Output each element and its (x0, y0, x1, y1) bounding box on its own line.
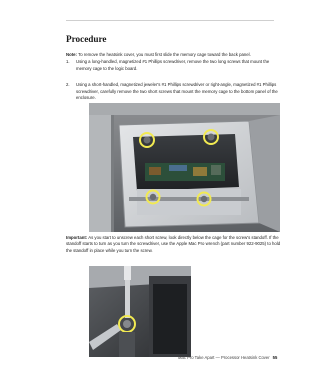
memory-cage-photo (89, 103, 280, 232)
note-text: To remove the heatsink cover, you must first slide the memory cage toward the back panel. (76, 52, 251, 57)
footer-text: Mac Pro Take Apart — Processor Heatsink Cover (178, 355, 270, 360)
page-footer (178, 355, 277, 360)
top-rule (66, 20, 274, 21)
note-label: Note: (66, 52, 77, 57)
page-heading: Procedure (66, 34, 107, 44)
step-text: Using a short-handled, magnetized jeweler's #1 Phillips screwdriver or right-angle, magnetized #1 Phillips screwdriver, carefully remove the two short screws that mount the memory cage to the bottom panel of the enclosure. (76, 82, 278, 101)
note-paragraph (66, 52, 278, 57)
important-text: As you start to unscrew each short screw, look directly below the cage for the screw's standoff. If the standoff starts to turn as you turn the screwdriver, use the Apple Mac Pro wrench (part number 922-9025) to hold the standoff in place while you turn the screw. (66, 235, 281, 253)
step-number: 2. (66, 82, 70, 87)
standoff-wrench-photo (89, 266, 191, 357)
step-text: Using a long-handled, magnetized #1 Phillips screwdriver, remove the two long screws that mount the memory cage to the logic board. (76, 59, 270, 71)
important-paragraph (66, 235, 282, 254)
important-label: Important: (66, 235, 88, 240)
step-number: 1. (66, 59, 70, 64)
page-number: 55 (272, 355, 278, 360)
